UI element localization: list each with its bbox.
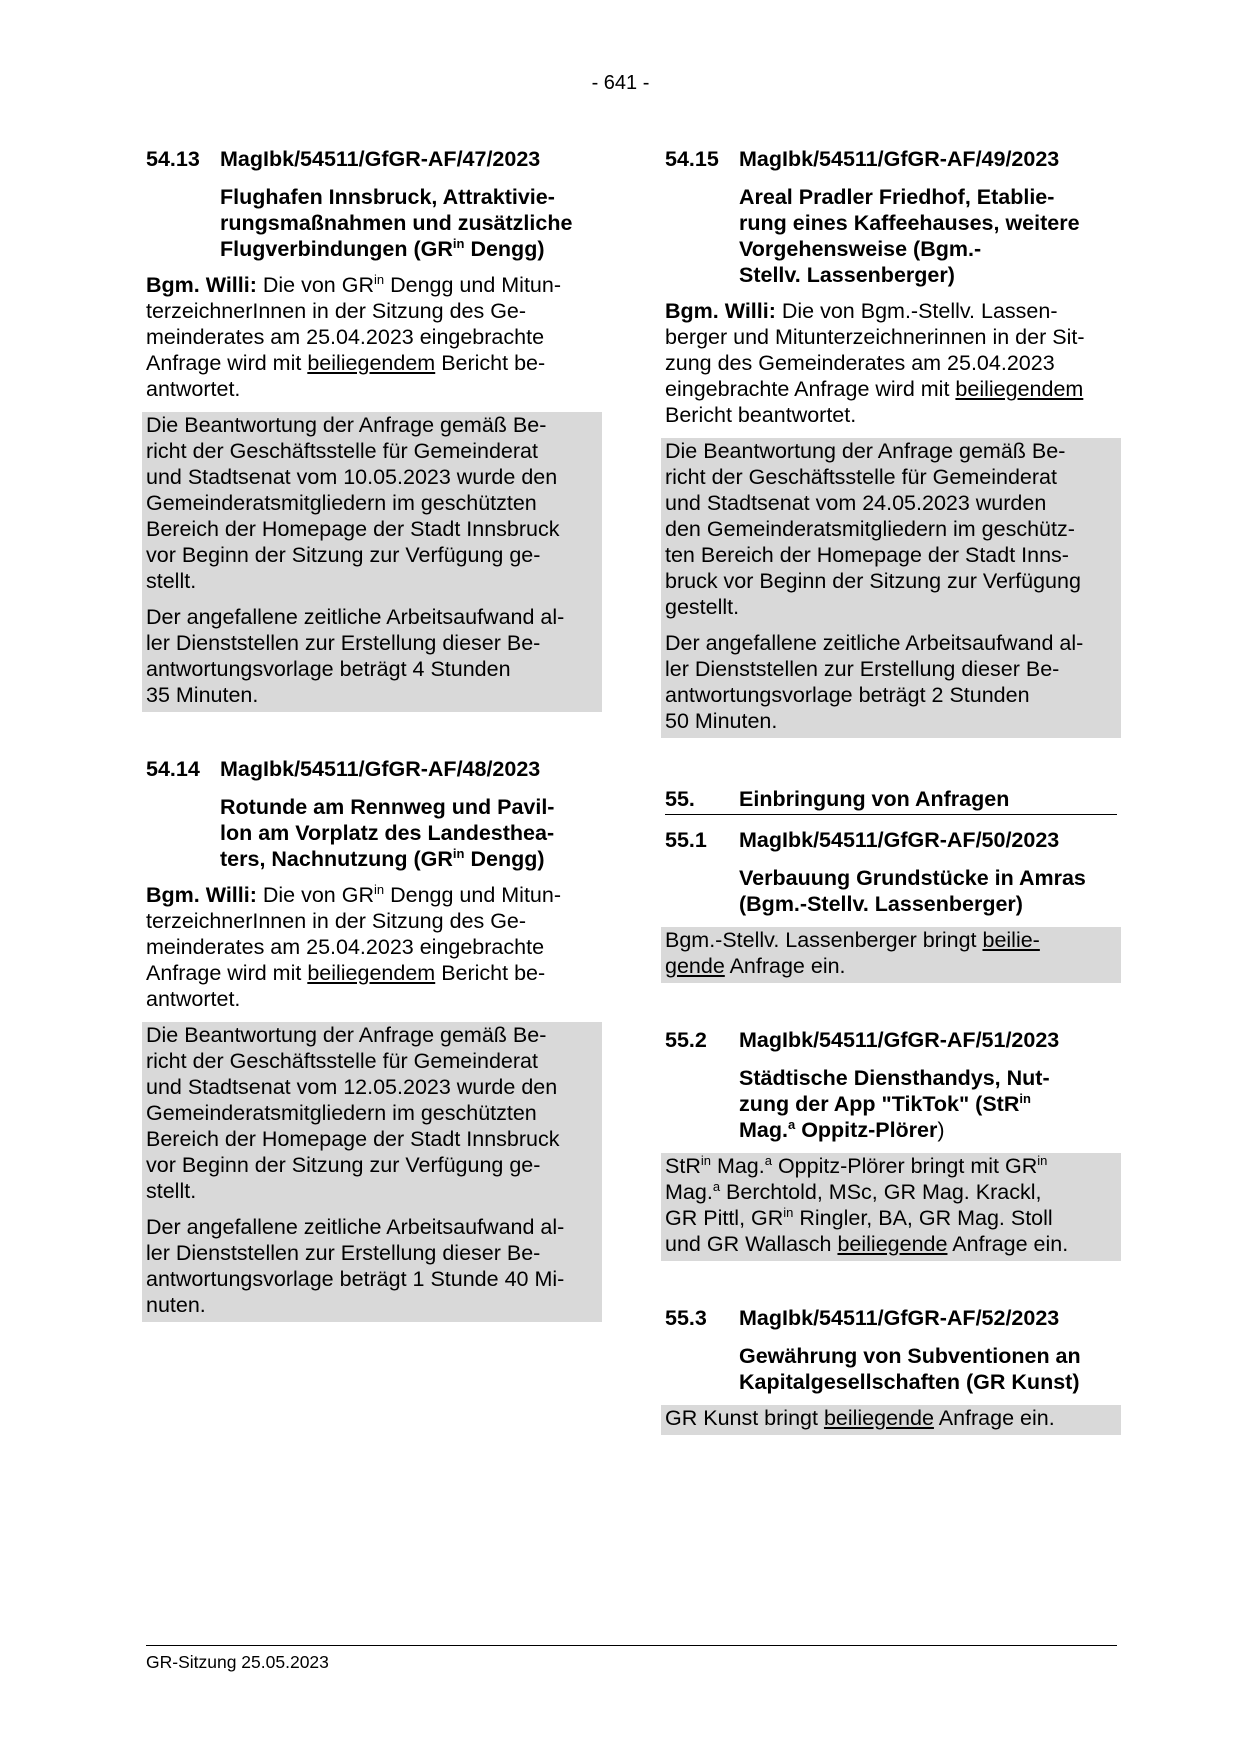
item-reference: MagIbk/54511/GfGR-AF/50/2023 [739, 828, 1060, 852]
item-title: Flughafen Innsbruck, Attraktivie- rungsmaßnahmen und zusätzliche Flugverbindungen ($GR^{in}$ Dengg) [220, 185, 573, 261]
agenda-item-55-1 [665, 827, 1117, 983]
note-paragraph: Die Beantwortung der Anfrage gemäß Be- richt der Geschäftsstelle für Gemeinderat und Stadtsenat vom 10.05.2023 wurde den Gemeinderatsmitgliedern im geschützten Bereich der Homepage der Stadt Innsbruck vor Beginn der Sitzung zur Verfügung ge- stellt. [146, 413, 560, 593]
section-heading-55 [665, 786, 1117, 815]
agenda-item-55-3 [665, 1305, 1117, 1435]
page-number: - 641 - [591, 72, 650, 94]
item-heading [146, 756, 598, 782]
note-paragraph: Bgm.-Stellv. Lassenberger bringt beilie- gende Anfrage ein. [665, 928, 1040, 978]
item-title: Verbauung Grundstücke in Amras (Bgm.-Stellv. Lassenberger) [739, 866, 1086, 916]
item-title: Städtische Diensthandys, Nut- zung der App "TikTok" (StR$^{in}$ Mag.$^a$ Oppitz-Plörer) [739, 1066, 1050, 1142]
section-number: 55. [665, 787, 695, 811]
agenda-item-54-14 [146, 756, 598, 1322]
item-reference: MagIbk/54511/GfGR-AF/48/2023 [220, 757, 541, 781]
effort-paragraph: Der angefallene zeitliche Arbeitsaufwand al- ler Dienststellen zur Erstellung dieser Be- antwortungsvorlage beträgt 2 Stunden 50 Minuten. [665, 631, 1084, 733]
shaded-note [142, 412, 602, 712]
section-title: Einbringung von Anfragen [739, 787, 1010, 811]
right-column [665, 146, 1117, 1435]
item-heading [665, 827, 1117, 853]
item-title: Areal Pradler Friedhof, Etablie- rung eines Kaffeehauses, weitere Vorgehensweise (Bgm.- Stellv. Lassenberger) [739, 185, 1080, 287]
agenda-item-55-2 [665, 1027, 1117, 1261]
shaded-note [661, 927, 1121, 983]
note-paragraph: Die Beantwortung der Anfrage gemäß Be- richt der Geschäftsstelle für Gemeinderat und Stadtsenat vom 24.05.2023 wurden den Gemeinderatsmitgliedern im geschütz- ten Bereich der Homepage der Stadt Inns- bruck vor Beginn der Sitzung zur Verfügung gestellt. [665, 439, 1081, 619]
left-column [146, 146, 598, 1322]
shaded-note [142, 1022, 602, 1322]
note-paragraph: GR Kunst bringt beiliegende Anfrage ein. [665, 1406, 1055, 1430]
item-title: Gewährung von Subventionen an Kapitalgesellschaften (GR Kunst) [739, 1344, 1081, 1394]
item-number: 55.2 [665, 1028, 707, 1052]
item-number: 55.1 [665, 828, 707, 852]
shaded-note [661, 1153, 1121, 1261]
answer-paragraph: Bgm. Willi: Die von Bgm.-Stellv. Lassen- berger und Mitunterzeichnerinnen in der Sit- zung des Gemeinderates am 25.04.2023 eingebrachte Anfrage wird mit beiliegendem Bericht beantwortet. [665, 299, 1085, 427]
item-heading [146, 146, 598, 172]
note-paragraph: StR$^{in}$ Mag.$^a$ Oppitz-Plörer bringt mit $GR^{in}$ Mag.$^a$ Berchtold, MSc, GR Mag. Krackl, GR Pittl, $GR^{in}$ Ringler, BA, GR Mag. Stoll und GR Wallasch beiliegende Anfrage ein. [665, 1153, 1069, 1256]
item-number: 54.14 [146, 757, 200, 781]
shaded-note [661, 1405, 1121, 1435]
agenda-item-54-15 [665, 146, 1117, 738]
effort-paragraph: Der angefallene zeitliche Arbeitsaufwand al- ler Dienststellen zur Erstellung dieser Be- antwortungsvorlage beträgt 1 Stunde 40 Mi- nuten. [146, 1215, 565, 1317]
speaker: Bgm. Willi: [146, 273, 257, 297]
item-reference: MagIbk/54511/GfGR-AF/49/2023 [739, 147, 1060, 171]
item-number: 55.3 [665, 1306, 707, 1330]
answer-paragraph: Bgm. Willi: Die von $GR^{in}$ Dengg und Mitun- terzeichnerInnen in der Sitzung des Ge- meinderates am 25.04.2023 eingebrachte Anfrage wird mit beiliegendem Bericht be- antwortet. [146, 882, 562, 1011]
effort-paragraph: Der angefallene zeitliche Arbeitsaufwand al- ler Dienststellen zur Erstellung dieser Be- antwortungsvorlage beträgt 4 Stunden 35 Minuten. [146, 605, 565, 707]
note-paragraph: Die Beantwortung der Anfrage gemäß Be- richt der Geschäftsstelle für Gemeinderat und Stadtsenat vom 12.05.2023 wurde den Gemeinderatsmitgliedern im geschützten Bereich der Homepage der Stadt Innsbruck vor Beginn der Sitzung zur Verfügung ge- stellt. [146, 1023, 560, 1203]
item-heading [665, 1027, 1117, 1053]
speaker: Bgm. Willi: [665, 299, 776, 323]
speaker: Bgm. Willi: [146, 883, 257, 907]
item-heading [665, 146, 1117, 172]
shaded-note [661, 438, 1121, 738]
agenda-item-54-13 [146, 146, 598, 712]
item-reference: MagIbk/54511/GfGR-AF/47/2023 [220, 147, 541, 171]
item-heading [665, 1305, 1117, 1331]
item-number: 54.15 [665, 147, 719, 171]
item-reference: MagIbk/54511/GfGR-AF/51/2023 [739, 1028, 1060, 1052]
item-reference: MagIbk/54511/GfGR-AF/52/2023 [739, 1306, 1060, 1330]
footer-text: GR-Sitzung 25.05.2023 [146, 1652, 329, 1672]
item-number: 54.13 [146, 147, 200, 171]
item-title: Rotunde am Rennweg und Pavil- lon am Vorplatz des Landesthea- ters, Nachnutzung ($GR^{in}$ Dengg) [220, 795, 555, 871]
answer-paragraph: Bgm. Willi: Die von $GR^{in}$ Dengg und Mitun- terzeichnerInnen in der Sitzung des Ge- meinderates am 25.04.2023 eingebrachte Anfrage wird mit beiliegendem Bericht be- antwortet. [146, 272, 562, 401]
footer-rule [146, 1645, 1117, 1646]
